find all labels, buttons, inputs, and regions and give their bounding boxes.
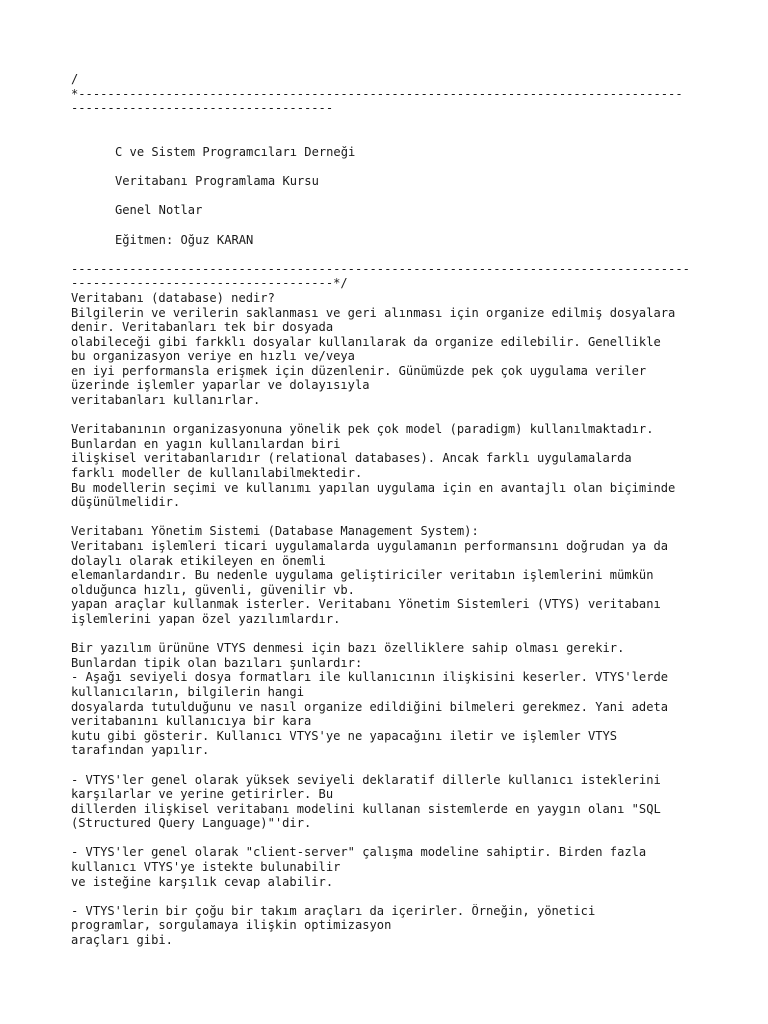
course-title: Veritabanı Programlama Kursu: [115, 174, 319, 189]
comment-line: ------------------------------------: [71, 101, 334, 116]
text-line: düşünülmelidir.: [71, 495, 181, 510]
text-line: işlemlerini yapan özel yazılımlardır.: [71, 611, 341, 626]
text-line: Veritabanı Yönetim Sistemi (Database Management System):: [71, 524, 479, 539]
comment-line: *-----------------------------------------------------------------------------------: [71, 86, 683, 101]
text-line: ve isteğine karşılık cevap alabilir.: [71, 874, 334, 889]
comment-line: -------------------------------------------------------------------------------------: [71, 261, 690, 276]
text-line: elemanlardandır. Bu nedenle uygulama geliştiriciler veritabın işlemlerini mümkün: [71, 568, 654, 583]
paragraph: [71, 422, 711, 510]
text-line: Veritabanı (database) nedir?: [71, 290, 275, 305]
text-line: veritabanını kullanıcıya bir kara: [71, 714, 312, 729]
document-page: [71, 72, 711, 948]
text-line: programlar, sorgulamaya ilişkin optimizasyon: [71, 918, 392, 933]
header-block: [71, 145, 711, 247]
text-line: (Structured Query Language)"'dir.: [71, 816, 312, 831]
notes-title: Genel Notlar: [115, 203, 203, 218]
text-line: Bir yazılım ürününe VTYS denmesi için bazı özelliklere sahip olması gerekir.: [71, 641, 625, 656]
text-line: farklı modeller de kullanılabilmektedir.: [71, 466, 363, 481]
comment-open-block: [71, 72, 711, 116]
paragraph: [71, 524, 711, 626]
text-line: denir. Veritabanları tek bir dosyada: [71, 320, 334, 335]
body-text: [71, 291, 711, 948]
comment-line: /: [71, 72, 79, 86]
text-line: veritabanları kullanırlar.: [71, 393, 261, 408]
paragraph: [71, 845, 711, 889]
text-line: üzerinde işlemler yaparlar ve dolayısıyla: [71, 378, 370, 393]
text-line: - Aşağı seviyeli dosya formatları ile kullanıcının ilişkisini keserler. VTYS'lerde: [71, 670, 669, 685]
text-line: kullanıcıların, bilgilerin hangi: [71, 684, 304, 699]
text-line: Bilgilerin ve verilerin saklanması ve geri alınması için organize edilmiş dosyalara: [71, 305, 676, 320]
comment-line: ------------------------------------*/: [71, 276, 348, 291]
text-line: ilişkisel veritabanlarıdır (relational databases). Ancak farklı uygulamalarda: [71, 451, 632, 466]
paragraph: [71, 773, 711, 831]
text-line: - VTYS'ler genel olarak yüksek seviyeli deklaratif dillerle kullanıcı isteklerini: [71, 772, 661, 787]
text-line: Bunlardan en yagın kullanılardan biri: [71, 436, 341, 451]
text-line: olabileceği gibi farkklı dosyalar kullanılarak da organize edilebilir. Genellikle: [71, 334, 661, 349]
text-line: Bunlardan tipik olan bazıları şunlardır:: [71, 655, 363, 670]
text-line: Veritabanı işlemleri ticari uygulamalarda uygulamanın performansını doğrudan ya da: [71, 539, 669, 553]
paragraph: [71, 641, 711, 758]
comment-close-block: [71, 262, 711, 291]
text-line: karşılarlar ve yerine getirirler. Bu: [71, 787, 334, 802]
paragraph: [71, 291, 711, 408]
text-line: - VTYS'lerin bir çoğu bir takım araçları da içerirler. Örneğin, yönetici: [71, 903, 596, 918]
text-line: kutu gibi gösterir. Kullanıcı VTYS'ye ne yapacağını iletir ve işlemler VTYS: [71, 728, 618, 743]
text-line: olduğunca hızlı, güvenli, güvenilir vb.: [71, 582, 355, 597]
text-line: dillerden ilişkisel veritabanı modelini kullanan sistemlerde en yaygın olanı "SQL: [71, 801, 661, 816]
paragraph: [71, 904, 711, 948]
text-line: dolaylı olarak etikileyen en önemli: [71, 553, 326, 568]
organization-name: C ve Sistem Programcıları Derneği: [115, 144, 356, 159]
text-line: en iyi performansla erişmek için düzenlenir. Günümüzde pek çok uygulama veriler: [71, 363, 647, 378]
text-line: - VTYS'ler genel olarak "client-server" çalışma modeline sahiptir. Birden fazla: [71, 845, 647, 860]
text-line: araçları gibi.: [71, 933, 173, 948]
text-line: kullanıcı VTYS'ye istekte bulunabilir: [71, 860, 341, 875]
text-line: bu organizasyon veriye en hızlı ve/veya: [71, 349, 355, 364]
text-line: dosyalarda tutulduğunu ve nasıl organize edildiğini bilmeleri gerekmez. Yani adeta: [71, 699, 669, 714]
instructor-name: Eğitmen: Oğuz KARAN: [115, 232, 254, 247]
text-line: yapan araçlar kullanmak isterler. Veritabanı Yönetim Sistemleri (VTYS) veritabanı: [71, 597, 661, 612]
text-line: Veritabanının organizasyonuna yönelik pek çok model (paradigm) kullanılmaktadır.: [71, 422, 654, 437]
text-line: tarafından yapılır.: [71, 743, 210, 758]
text-line: Bu modellerin seçimi ve kullanımı yapılan uygulama için en avantajlı olan biçiminde: [71, 480, 676, 495]
